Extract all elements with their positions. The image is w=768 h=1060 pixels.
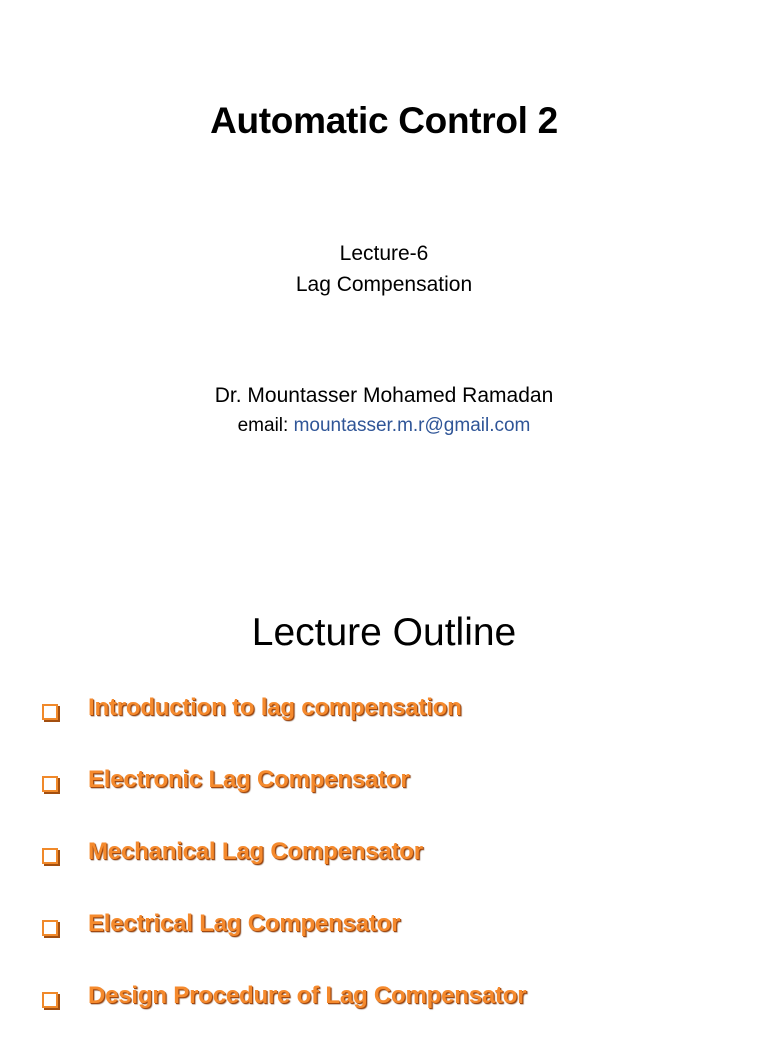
outline-item	[40, 982, 740, 1060]
checkbox-icon	[42, 704, 58, 720]
outline-item	[40, 766, 740, 844]
email-line	[0, 415, 768, 437]
outline-item	[40, 910, 740, 988]
checkbox-icon	[42, 776, 58, 792]
outline-item-label: Introduction to lag compensation	[88, 694, 462, 721]
title-slide	[0, 0, 768, 512]
outline-item	[40, 694, 740, 772]
outline-item-label: Electrical Lag Compensator	[88, 910, 401, 937]
outline-title: Lecture Outline	[251, 611, 517, 654]
outline-item	[40, 838, 740, 916]
checkbox-icon	[42, 992, 58, 1008]
outline-slide	[0, 512, 768, 1024]
checkbox-icon	[42, 848, 58, 864]
checkbox-icon	[42, 920, 58, 936]
outline-list	[40, 694, 740, 1060]
email-link[interactable]: mountasser.m.r@gmail.com	[293, 415, 531, 436]
outline-item-label: Electronic Lag Compensator	[88, 766, 410, 793]
author-name: Dr. Mountasser Mohamed Ramadan	[214, 384, 554, 407]
outline-item-label: Design Procedure of Lag Compensator	[88, 982, 527, 1009]
email-label: email:	[237, 415, 294, 436]
course-title: Automatic Control 2	[210, 100, 558, 141]
outline-item-label: Mechanical Lag Compensator	[88, 838, 423, 865]
lecture-number: Lecture-6	[339, 242, 429, 265]
lecture-topic: Lag Compensation	[295, 273, 473, 296]
